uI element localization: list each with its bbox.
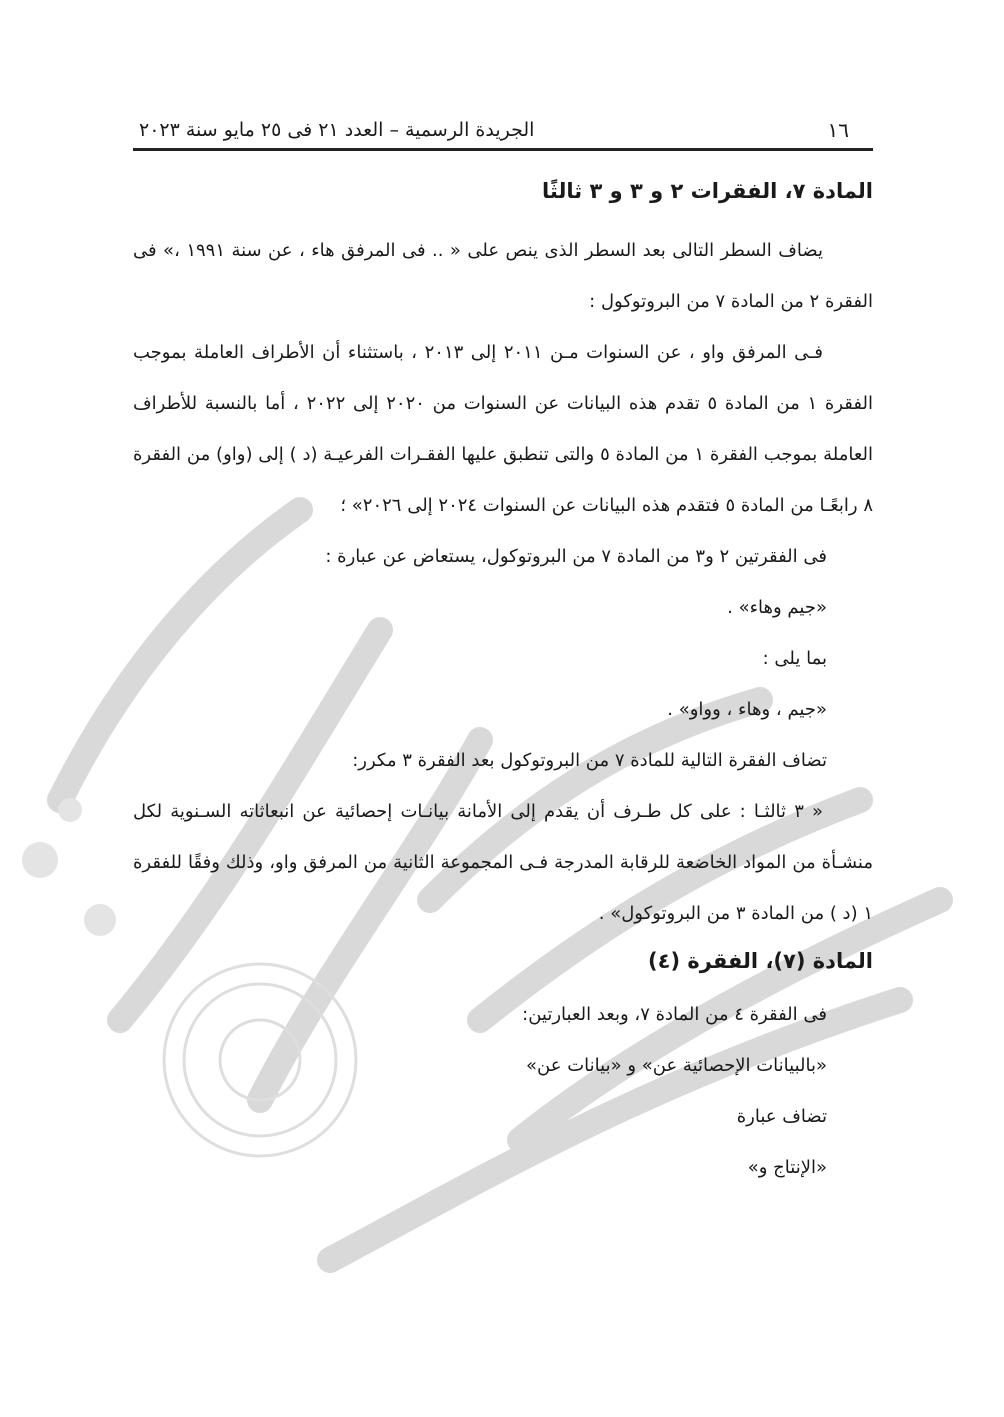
text-line: بما يلى :	[762, 648, 827, 669]
paragraph: « ٣ ثالثـا : على كل طـرف أن يقدم إلى الأمانة بيانـات إحصائية عن انبعاثاته السـنوية لكل منشـأة من المواد الخاضعة للرقابة المدرجة فـى المجموعة الثانية من المرفق واو، وذلك وفقًا للفقرة ١ (د ) من المادة ٣ من البروتوكول» .	[133, 801, 873, 924]
text-line: فى الفقرة ٤ من المادة ٧، وبعد العبارتين:	[522, 1004, 827, 1025]
text-line: تضاف الفقرة التالية للمادة ٧ من البروتوكول بعد الفقرة ٣ مكرر:	[352, 750, 827, 771]
page-number: ١٦	[827, 118, 849, 142]
running-header	[133, 112, 873, 151]
text-line: «جيم وهاء» .	[727, 597, 827, 618]
text-line: «جيم ، وهاء ، وواو» .	[667, 699, 827, 720]
text-line: «الإنتاج و»	[747, 1157, 827, 1178]
content	[133, 112, 873, 1193]
header-title: الجريدة الرسمية – العدد ٢١ فى ٢٥ مايو سنة ٢٠٢٣	[139, 119, 535, 141]
paragraph: يضاف السطر التالى بعد السطر الذى ينص على « .. فى المرفق هاء ، عن سنة ١٩٩١ ،» فى الفقرة ٢ من المادة ٧ من البروتوكول :	[133, 240, 873, 312]
paragraph: فـى المرفق واو ، عن السنوات مـن ٢٠١١ إلى ٢٠١٣ ، باستثناء أن الأطراف العاملة بموجب الفقرة ١ من المادة ٥ تقدم هذه البيانات عن السنوات من ٢٠٢٠ إلى ٢٠٢٢ ، أما بالنسبة للأطراف العاملة بموجب الفقرة ١ من المادة ٥ والتى تنطبق عليها الفقـرات الفرعيـة (د ) إلى (واو) من الفقرة ٨ رابعًـا من المادة ٥ فتقدم هذه البيانات عن السنوات ٢٠٢٤ إلى ٢٠٢٦» ؛	[133, 342, 873, 516]
text-line: «بالبيانات الإحصائية عن» و «بيانات عن»	[526, 1055, 827, 1076]
article-heading-2: المادة (٧)، الفقرة (٤)	[648, 949, 873, 973]
text-line: فى الفقرتين ٢ و٣ من المادة ٧ من البروتوكول، يستعاض عن عبارة :	[325, 546, 827, 567]
article-heading-1: المادة ٧، الفقرات ٢ و ٣ و ٣ ثالثًا	[542, 179, 873, 203]
text-line: تضاف عبارة	[736, 1106, 827, 1127]
